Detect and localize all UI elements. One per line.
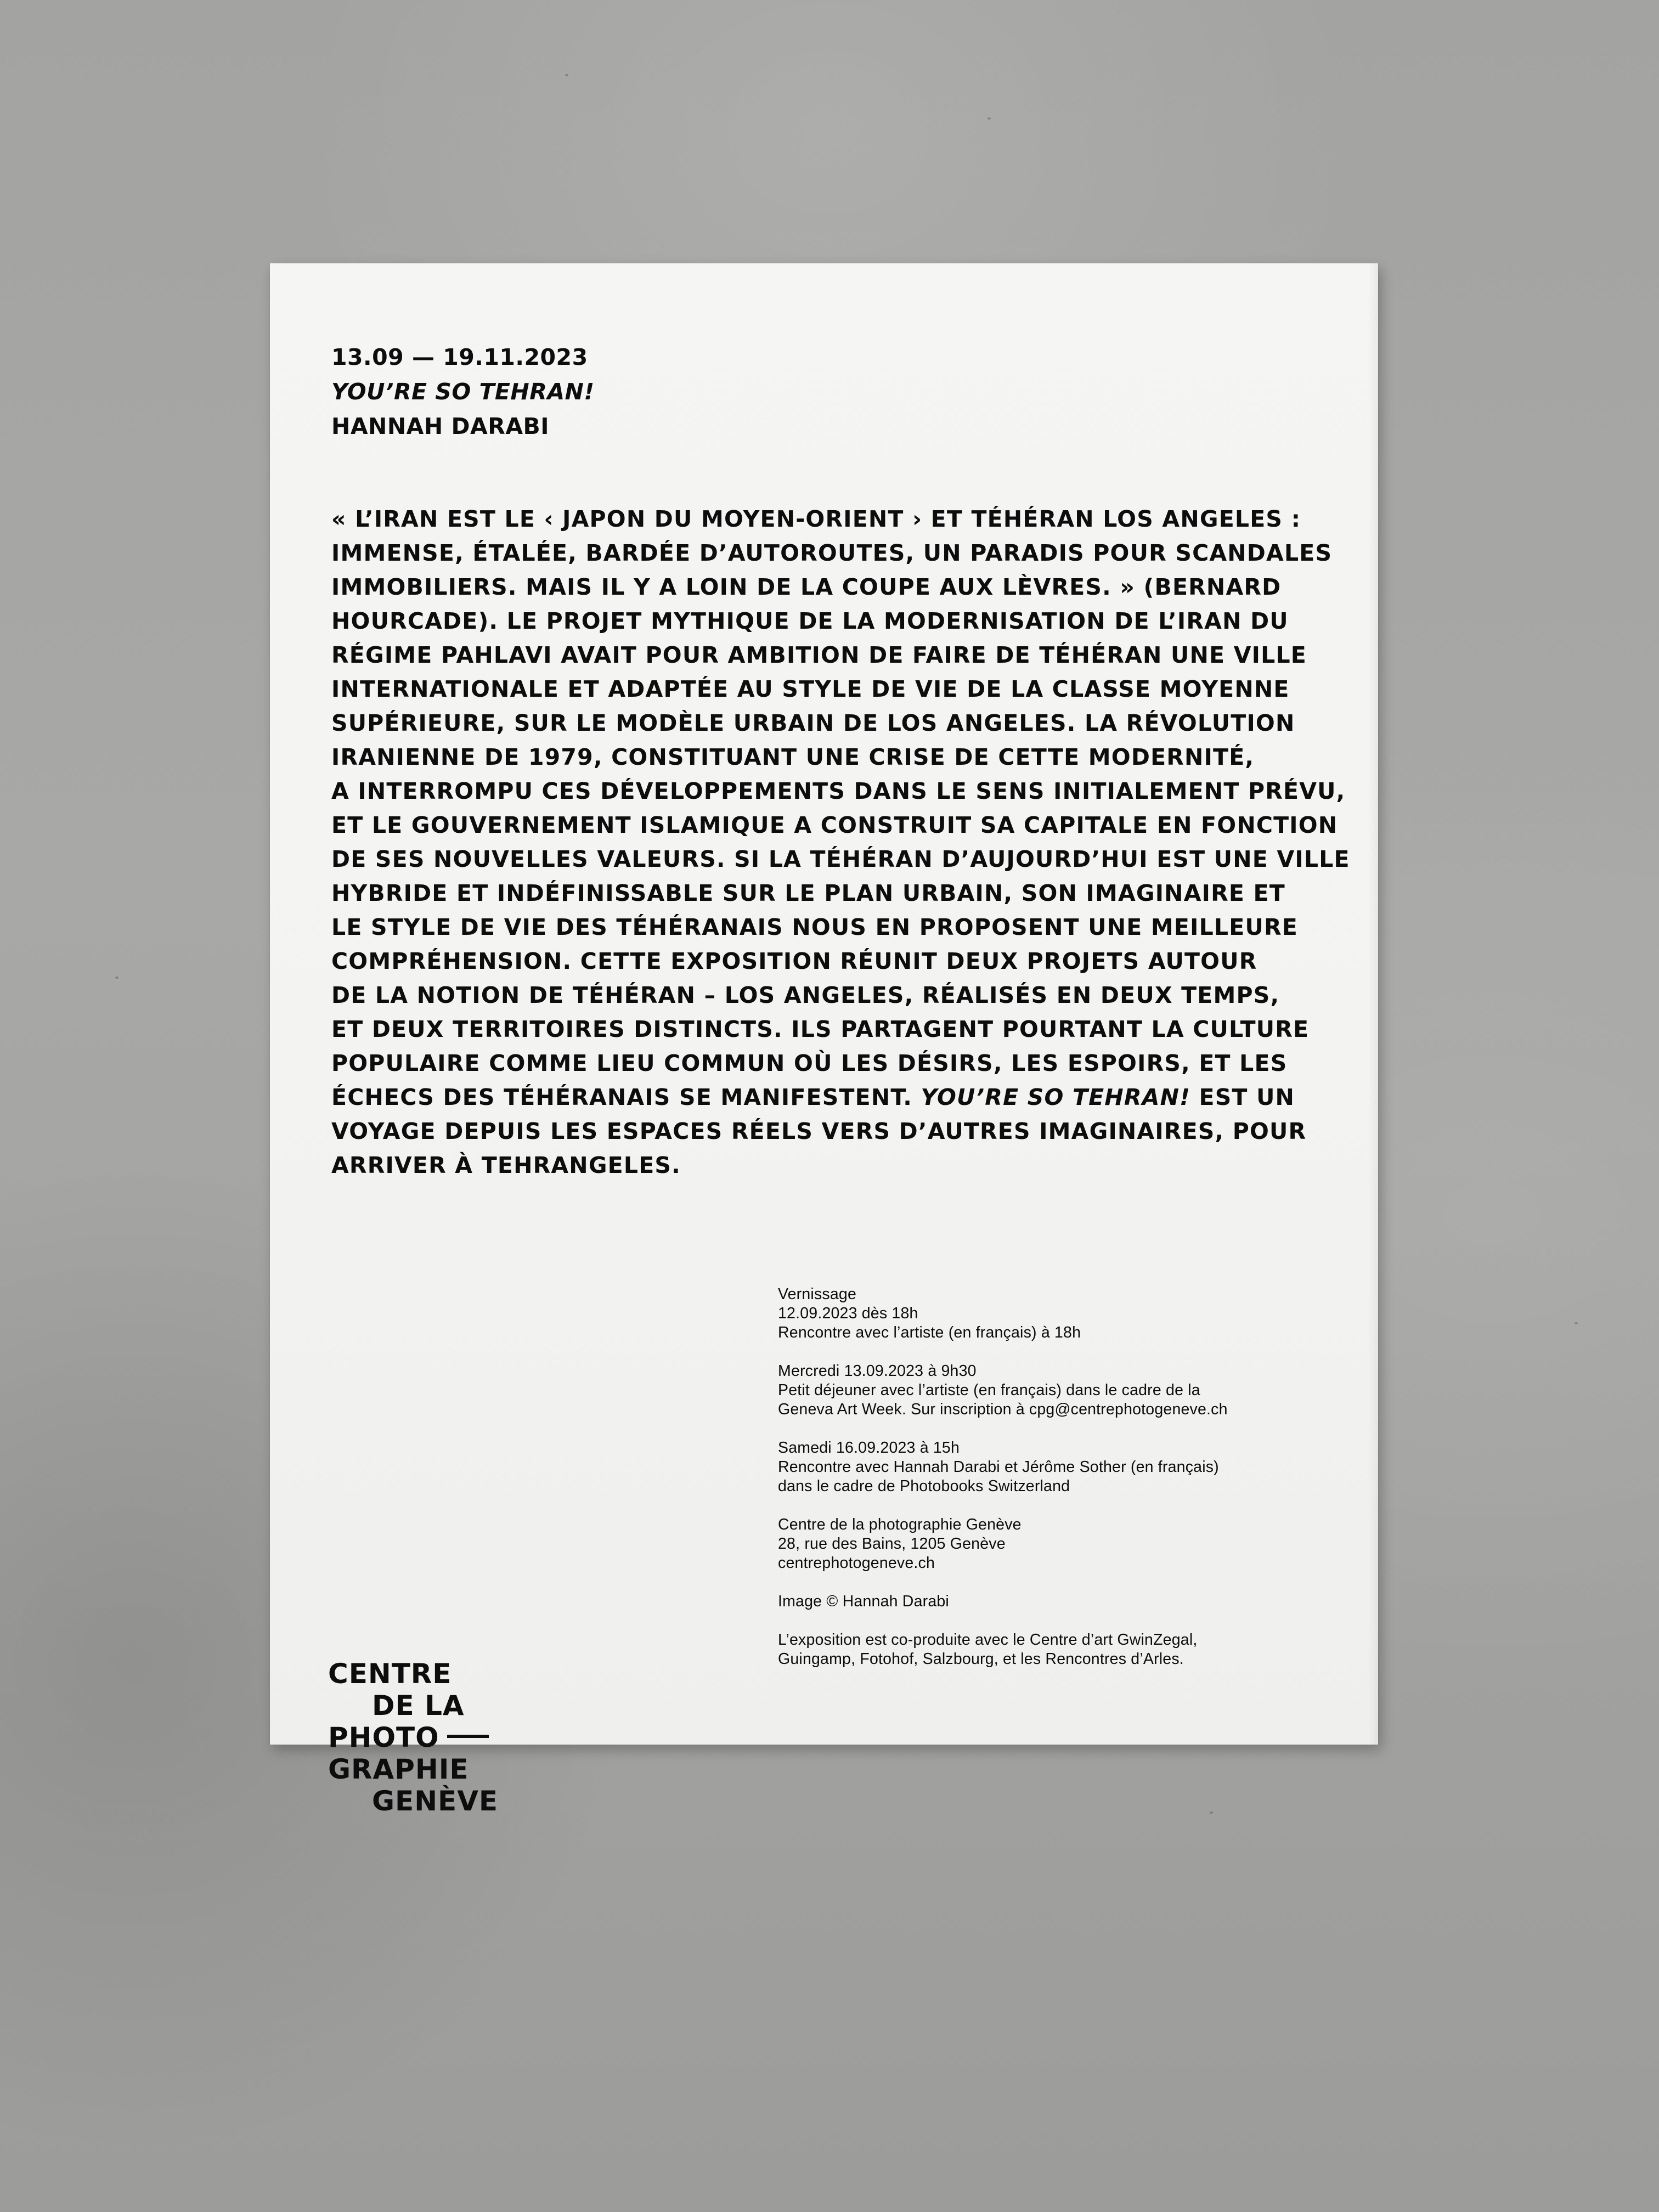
info-line: Samedi 16.09.2023 à 15h xyxy=(778,1439,960,1457)
info-line: 28, rue des Bains, 1205 Genève xyxy=(778,1535,1006,1553)
description-line: IMMENSE, ÉTALÉE, BARDÉE D’AUTOROUTES, UN PARADIS POUR SCANDALES xyxy=(331,540,1333,566)
info-line: 12.09.2023 dès 18h xyxy=(778,1305,918,1322)
logo-text: PHOTO xyxy=(328,1722,439,1753)
logo-dash xyxy=(447,1735,489,1738)
logo-line: GENÈVE xyxy=(372,1785,499,1817)
artist-name: HANNAH DARABI xyxy=(331,413,550,439)
centre-photographie-logo xyxy=(328,1658,498,1817)
info-block-image-credit xyxy=(778,1592,1228,1611)
description-line: ARRIVER À TEHRANGELES. xyxy=(331,1152,681,1178)
logo-line: CENTRE xyxy=(328,1658,452,1690)
event-info xyxy=(778,1285,1228,1688)
info-block-coproduction xyxy=(778,1630,1228,1669)
info-line: centrephotogeneve.ch xyxy=(778,1554,935,1572)
info-line: Geneva Art Week. Sur inscription à cpg@centrephotogeneve.ch xyxy=(778,1401,1228,1418)
info-line: Vernissage xyxy=(778,1285,857,1303)
info-line: Image © Hannah Darabi xyxy=(778,1593,949,1610)
info-line: Centre de la photographie Genève xyxy=(778,1516,1022,1533)
info-line: Petit déjeuner avec l’artiste (en français) dans le cadre de la xyxy=(778,1381,1200,1399)
wall-speck xyxy=(565,74,568,76)
description-line: SUPÉRIEURE, SUR LE MODÈLE URBAIN DE LOS ANGELES. LA RÉVOLUTION xyxy=(331,710,1295,736)
description-line: LE STYLE DE VIE DES TÉHÉRANAIS NOUS EN PROPOSENT UNE MEILLEURE xyxy=(331,914,1298,940)
logo-line: GRAPHIE xyxy=(328,1753,469,1785)
info-line: Mercredi 13.09.2023 à 9h30 xyxy=(778,1362,977,1380)
description-line: HOURCADE). LE PROJET MYTHIQUE DE LA MODERNISATION DE L’IRAN DU xyxy=(331,608,1289,634)
description-line: ET DEUX TERRITOIRES DISTINCTS. ILS PARTAGENT POURTANT LA CULTURE xyxy=(331,1016,1310,1042)
info-block-breakfast xyxy=(778,1362,1228,1419)
description-line: COMPRÉHENSION. CETTE EXPOSITION RÉUNIT DEUX PROJETS AUTOUR xyxy=(331,948,1257,974)
logo-line: DE LA xyxy=(372,1690,465,1722)
description-line: POPULAIRE COMME LIEU COMMUN OÙ LES DÉSIRS, LES ESPOIRS, ET LES xyxy=(331,1050,1288,1076)
logo-line xyxy=(328,1722,498,1753)
exhibition-description xyxy=(331,502,1352,1182)
description-text: EST UN xyxy=(1190,1084,1295,1110)
description-line: DE LA NOTION DE TÉHÉRAN – LOS ANGELES, RÉALISÉS EN DEUX TEMPS, xyxy=(331,982,1280,1008)
description-line: HYBRIDE ET INDÉFINISSABLE SUR LE PLAN URBAIN, SON IMAGINAIRE ET xyxy=(331,880,1285,906)
info-block-vernissage xyxy=(778,1285,1228,1342)
info-line: Rencontre avec Hannah Darabi et Jérôme Sother (en français) xyxy=(778,1458,1219,1476)
description-line: DE SES NOUVELLES VALEURS. SI LA TÉHÉRAN D’AUJOURD’HUI EST UNE VILLE xyxy=(331,846,1350,872)
wall-speck xyxy=(1575,1322,1578,1324)
info-line: dans le cadre de Photobooks Switzerland xyxy=(778,1477,1070,1495)
description-line: ET LE GOUVERNEMENT ISLAMIQUE A CONSTRUIT SA CAPITALE EN FONCTION xyxy=(331,812,1338,838)
wall-speck xyxy=(115,977,119,979)
info-line: Rencontre avec l’artiste (en français) à 18h xyxy=(778,1324,1081,1341)
info-block-meeting xyxy=(778,1438,1228,1496)
exhibition-dates: 13.09 — 19.11.2023 xyxy=(331,344,588,370)
info-block-address xyxy=(778,1515,1228,1573)
description-line: IMMOBILIERS. MAIS IL Y A LOIN DE LA COUPE AUX LÈVRES. » (BERNARD xyxy=(331,574,1282,600)
wall-speck xyxy=(1210,1812,1213,1814)
description-line: A INTERROMPU CES DÉVELOPPEMENTS DANS LE SENS INITIALEMENT PRÉVU, xyxy=(331,778,1346,804)
description-line xyxy=(331,1080,1352,1114)
exhibition-title: YOU’RE SO TEHRAN! xyxy=(331,379,595,405)
description-text: ÉCHECS DES TÉHÉRANAIS SE MANIFESTENT. xyxy=(331,1084,921,1110)
description-line: VOYAGE DEPUIS LES ESPACES RÉELS VERS D’AUTRES IMAGINAIRES, POUR xyxy=(331,1118,1307,1144)
description-line: RÉGIME PAHLAVI AVAIT POUR AMBITION DE FAIRE DE TÉHÉRAN UNE VILLE xyxy=(331,642,1307,668)
description-title-italic: YOU’RE SO TEHRAN! xyxy=(921,1084,1191,1110)
info-line: Guingamp, Fotohof, Salzbourg, et les Rencontres d’Arles. xyxy=(778,1650,1184,1668)
description-line: « L’IRAN EST LE ‹ JAPON DU MOYEN-ORIENT › ET TÉHÉRAN LOS ANGELES : xyxy=(331,506,1301,532)
exhibition-poster xyxy=(270,263,1378,1817)
description-line: INTERNATIONALE ET ADAPTÉE AU STYLE DE VIE DE LA CLASSE MOYENNE xyxy=(331,676,1290,702)
wall-speck xyxy=(988,117,991,120)
poster-header xyxy=(331,340,595,444)
info-line: L’exposition est co-produite avec le Centre d’art GwinZegal, xyxy=(778,1631,1198,1649)
description-line: IRANIENNE DE 1979, CONSTITUANT UNE CRISE DE CETTE MODERNITÉ, xyxy=(331,744,1255,770)
